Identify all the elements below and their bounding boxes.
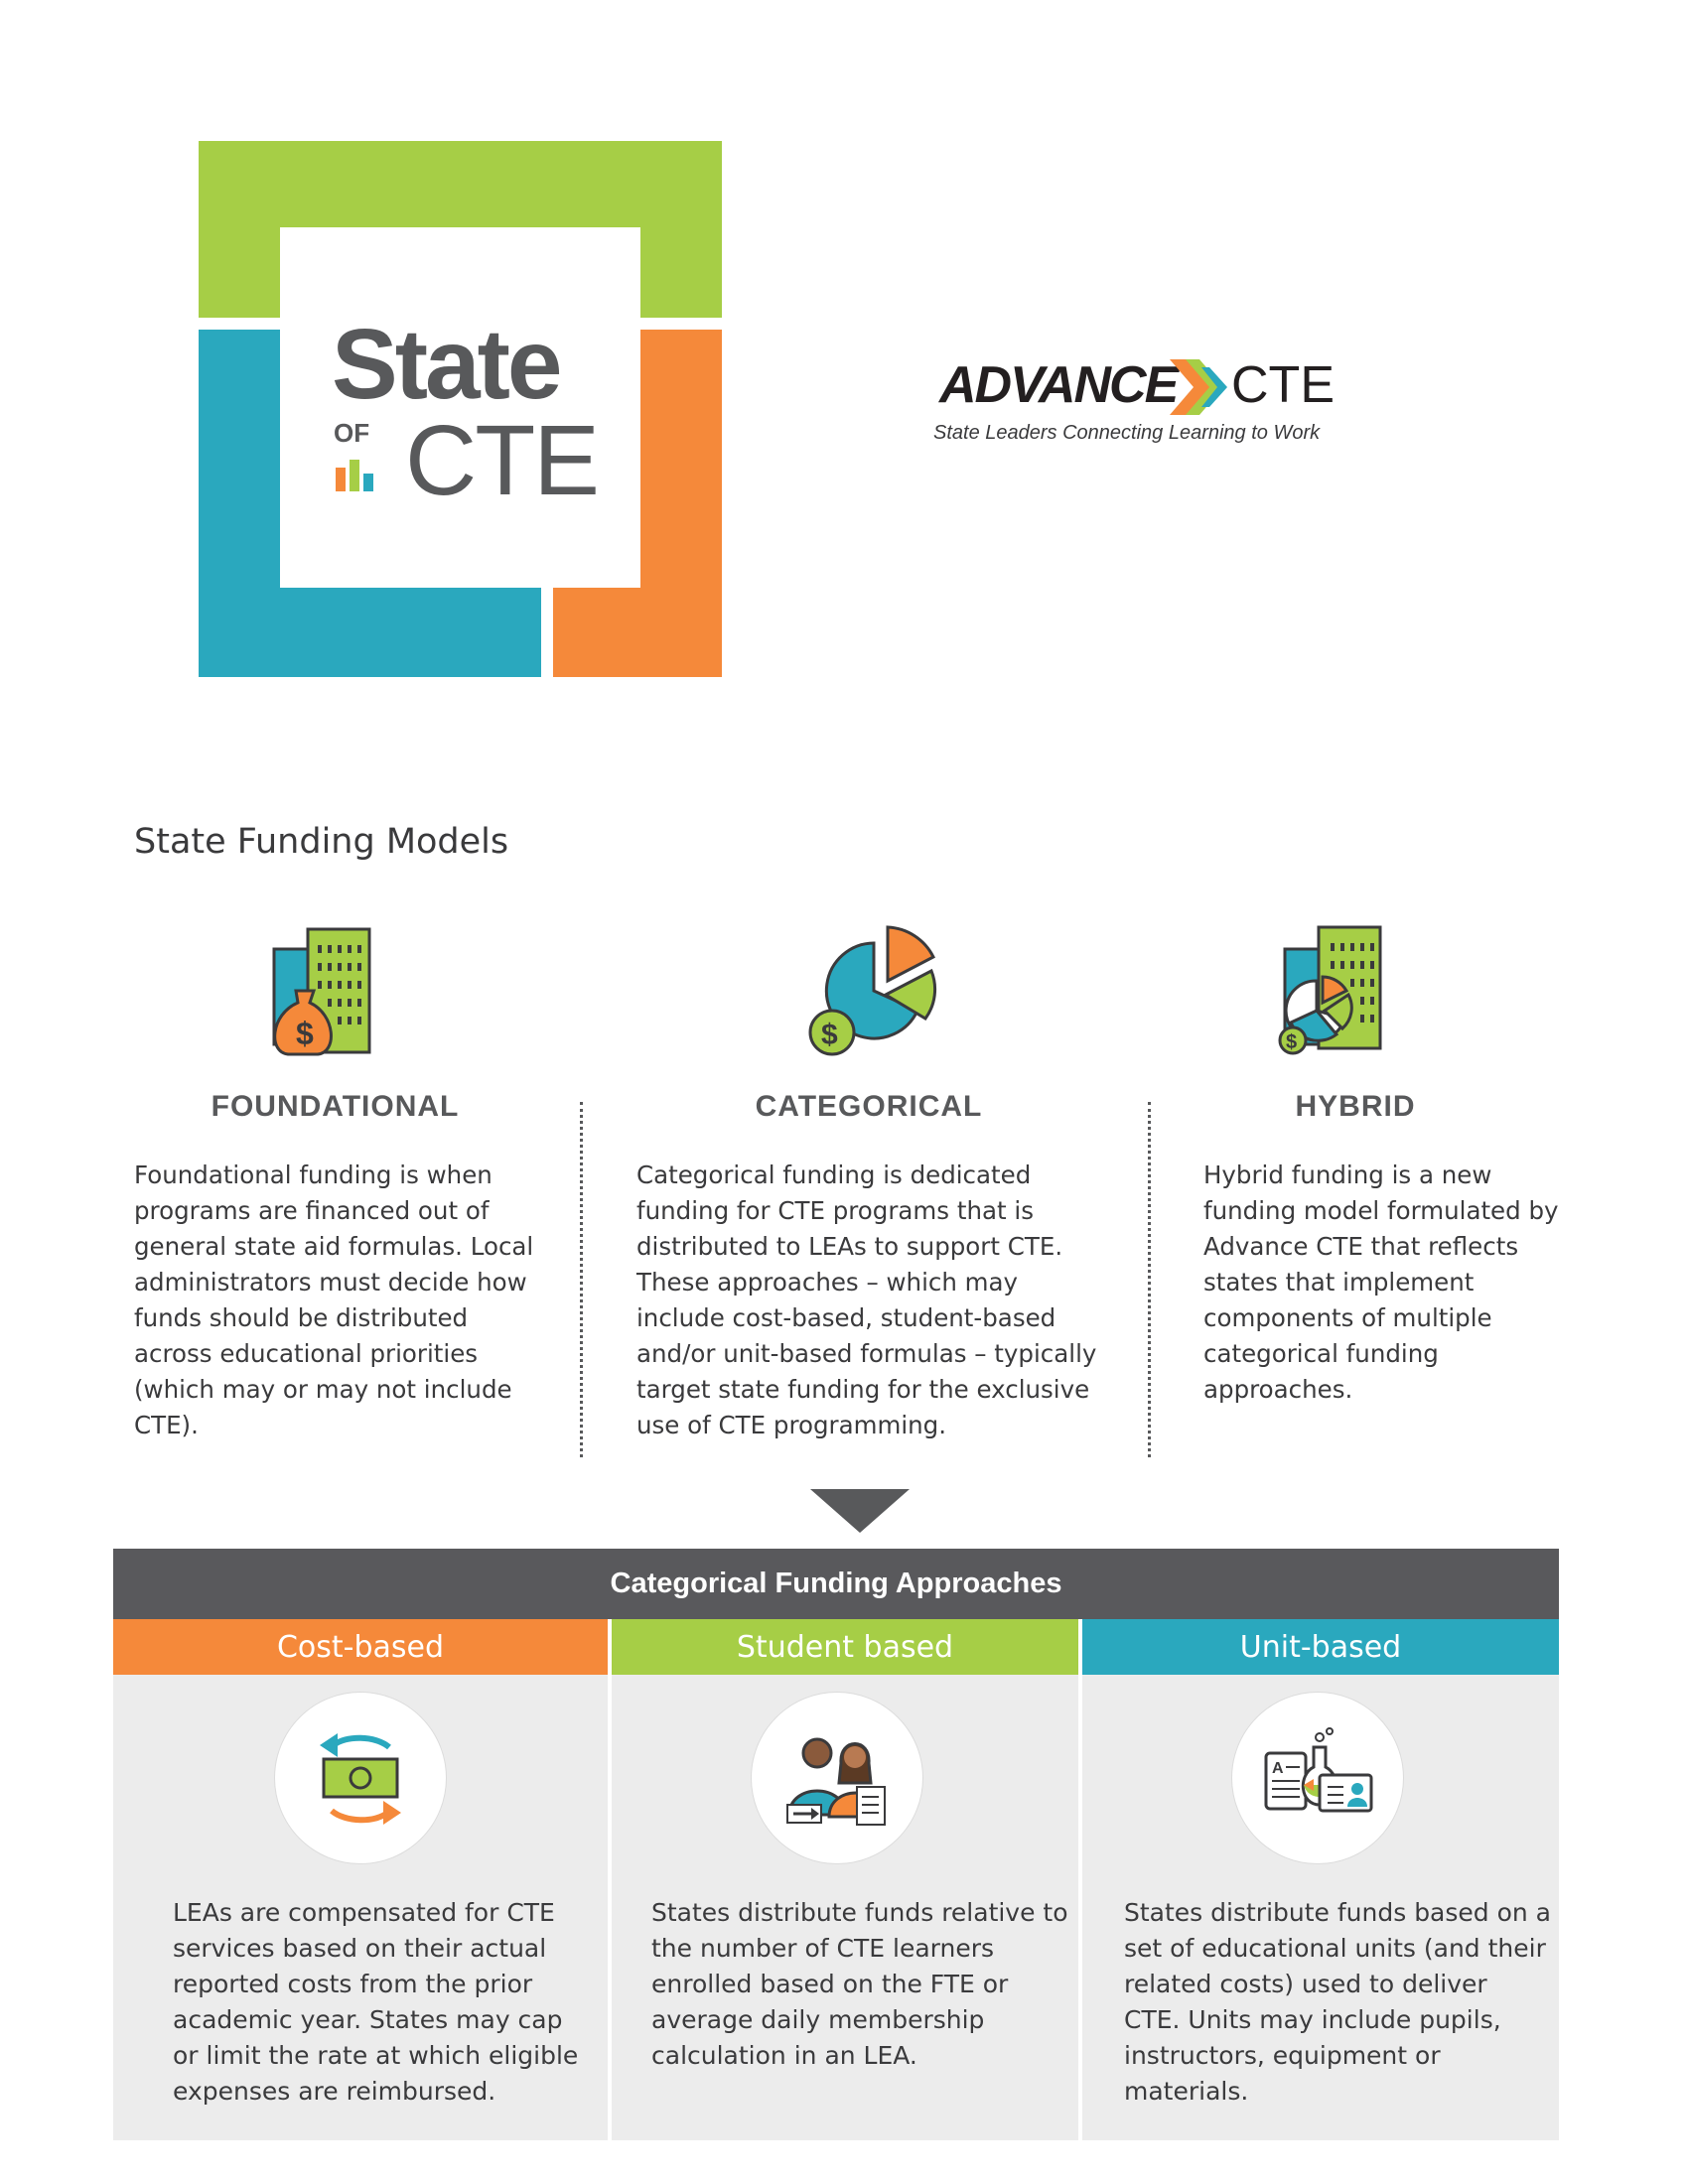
advance-cte-text: CTE <box>1231 356 1335 414</box>
students-icon <box>779 1723 895 1833</box>
approach-icon-circle <box>1232 1693 1403 1863</box>
down-arrow-icon <box>810 1489 910 1533</box>
svg-text:$: $ <box>296 1016 314 1051</box>
model-title-categorical: CATEGORICAL <box>755 1090 983 1123</box>
svg-text:A: A <box>1272 1760 1284 1777</box>
model-body-hybrid: Hybrid funding is a new funding model formulated by Advance CTE that reflects states that implement components of multiple categorical funding approaches. <box>1203 1160 1559 1404</box>
approaches-title: Categorical Funding Approaches <box>113 1549 1559 1619</box>
units-materials-icon <box>1258 1723 1377 1833</box>
buildings-pie-chart-icon <box>1277 919 1416 1058</box>
pie-chart-dollar-icon <box>802 921 941 1060</box>
svg-text:$: $ <box>821 1019 838 1051</box>
approach-column-unit-based <box>1082 1619 1559 2140</box>
model-body-categorical: Categorical funding is dedicated funding for CTE programs that is distributed to LEAs to support CTE. These approaches – which may include cost-based, student-based and/or unit-based formulas – typically target state funding for the exclusive use of CTE programming. <box>636 1160 1097 1439</box>
logo-word-cte: CTE <box>405 405 598 516</box>
advance-tagline: State Leaders Connecting Learning to Work <box>933 422 1321 444</box>
approach-icon-circle <box>275 1693 446 1863</box>
model-title-foundational: FOUNDATIONAL <box>211 1090 460 1123</box>
logo-word-of: OF <box>334 418 370 448</box>
svg-text:$: $ <box>1286 1031 1298 1053</box>
approach-body-student-based: States distribute funds relative to the number of CTE learners enrolled based on the FTE or average daily membership calculation in an LEA. <box>651 1898 1068 2070</box>
approaches-table <box>113 1549 1559 2140</box>
advance-wordmark: ADVANCE <box>939 356 1178 414</box>
approach-body-cost-based: LEAs are compensated for CTE services based on their actual reported costs from the prior academic year. States may cap or limit the rate at which eligible expenses are reimbursed. <box>173 1898 579 2106</box>
cash-exchange-icon <box>306 1723 415 1833</box>
logo-mini-bars-icon <box>336 456 379 491</box>
approach-body-unit-based: States distribute funds based on a set of educational units (and their related costs) used to deliver CTE. Units may include pupils, instructors, equipment or materials. <box>1124 1898 1552 2106</box>
state-of-cte-logo <box>199 141 722 677</box>
advance-cte-logo <box>933 357 1350 457</box>
approach-header-unit-based: Unit-based <box>1082 1619 1559 1675</box>
section-title: State Funding Models <box>134 822 509 862</box>
approach-column-student-based <box>612 1619 1078 2140</box>
buildings-money-bag-icon <box>266 921 405 1060</box>
logo-white-panel <box>280 227 640 588</box>
model-title-hybrid: HYBRID <box>1295 1090 1416 1123</box>
approach-column-cost-based <box>113 1619 608 2140</box>
approach-header-cost-based: Cost-based <box>113 1619 608 1675</box>
model-body-foundational: Foundational funding is when programs are financed out of general state aid formulas. Local administrators must decide how funds should be distributed across educational priorities (which may or may not include CTE). <box>134 1160 534 1439</box>
column-divider <box>580 1102 583 1457</box>
advance-chevron-icon <box>1170 357 1233 417</box>
column-divider <box>1148 1102 1151 1457</box>
approach-header-student-based: Student based <box>612 1619 1078 1675</box>
logo-word-state: State <box>332 309 560 420</box>
approach-icon-circle <box>752 1693 922 1863</box>
